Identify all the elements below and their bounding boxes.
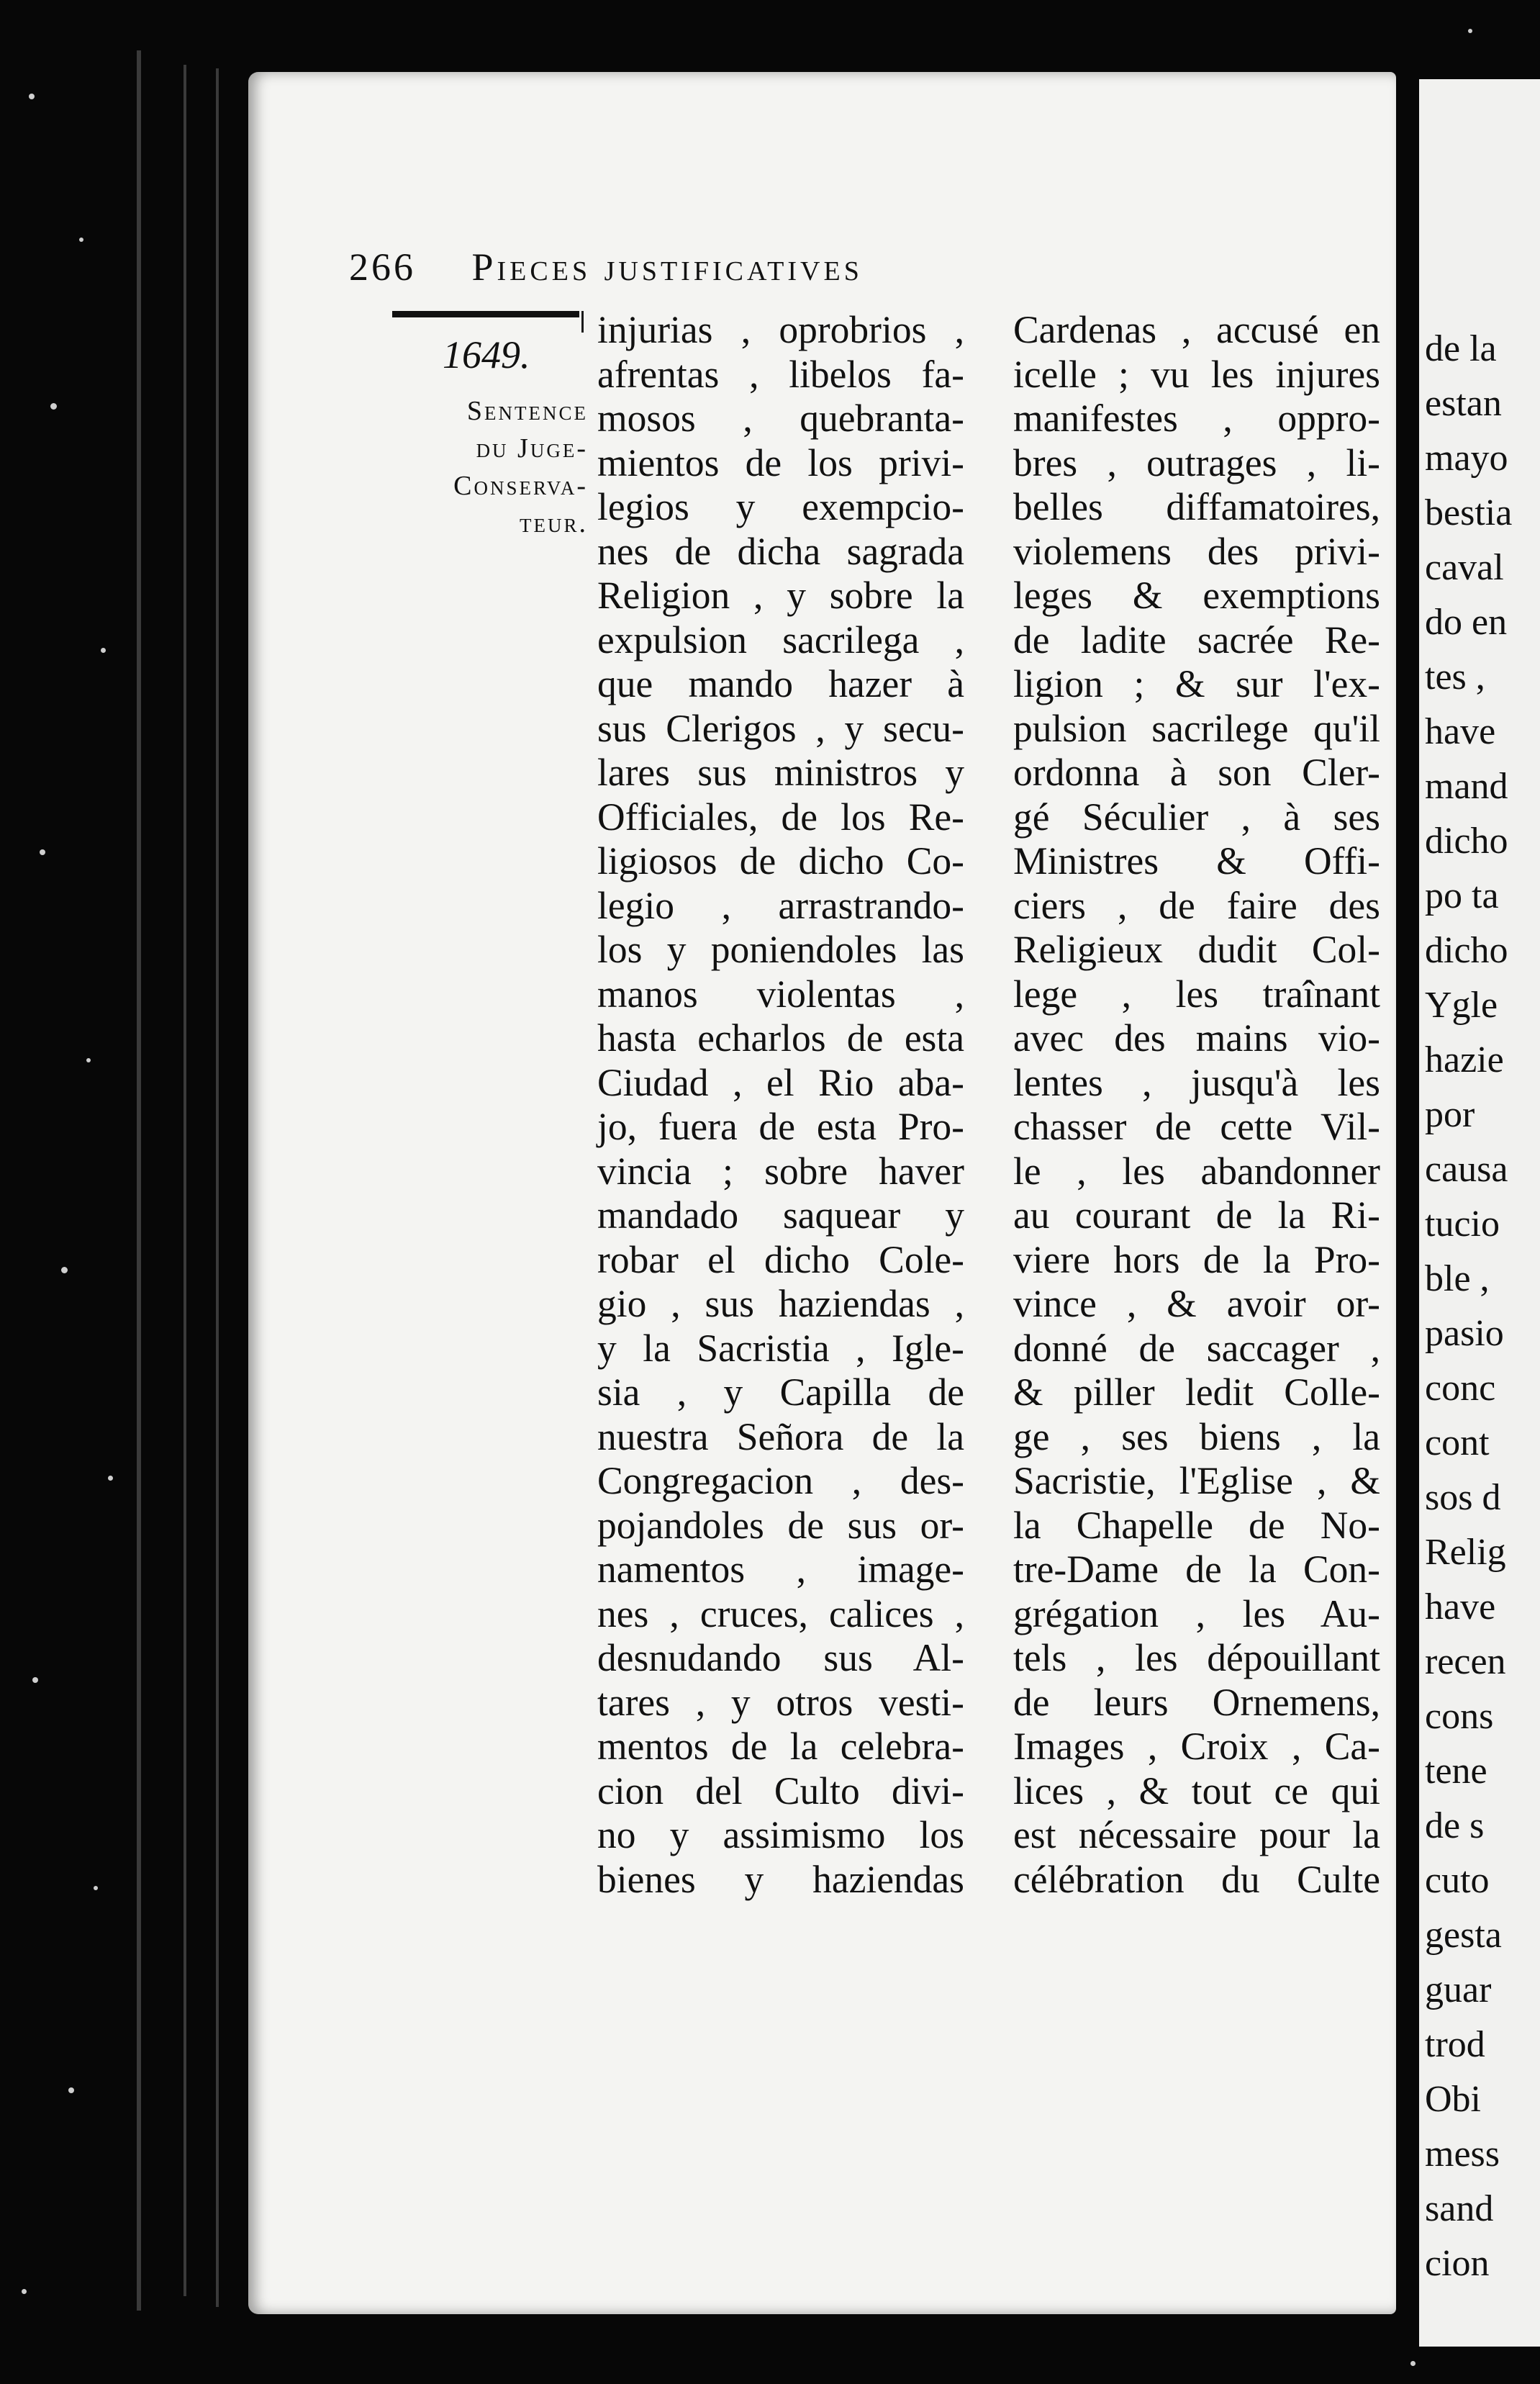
french-text-line: tre-Dame de la Con- xyxy=(1013,1548,1380,1591)
spanish-text-line: robar el dicho Cole- xyxy=(597,1237,964,1281)
next-page-line: causa xyxy=(1425,1149,1508,1190)
film-edge-line xyxy=(184,65,186,2296)
spanish-text-line: mandado saquear y xyxy=(597,1193,964,1237)
next-page-line: Relig xyxy=(1425,1532,1506,1573)
spanish-text-line: bienes y haziendas xyxy=(597,1857,964,1901)
french-text-line: de ladite sacrée Re- xyxy=(1013,618,1380,662)
spanish-text-line: legio , arrastrando- xyxy=(597,883,964,927)
spanish-text-line: manos violentas , xyxy=(597,972,964,1016)
french-text-line: la Chapelle de No- xyxy=(1013,1503,1380,1547)
spanish-text-line: cion del Culto divi- xyxy=(597,1769,964,1812)
french-text-line: pulsion sacrilege qu'il xyxy=(1013,706,1380,750)
next-page-line: tucio xyxy=(1425,1204,1500,1245)
spanish-text-line: nes de dicha sagrada xyxy=(597,529,964,573)
french-text-line: belles diffamatoires, xyxy=(1013,485,1380,528)
spanish-text-line: legios y exempcio- xyxy=(597,485,964,528)
next-page-line: hazie xyxy=(1425,1039,1504,1080)
next-page-line: Ygle xyxy=(1425,985,1498,1026)
french-text-line: le , les abandonner xyxy=(1013,1149,1380,1193)
margin-note-line: teur. xyxy=(520,508,588,538)
french-text-line: Images , Croix , Ca- xyxy=(1013,1725,1380,1768)
spanish-text-line: los y poniendoles las xyxy=(597,928,964,971)
spanish-text-line: no y assimismo los xyxy=(597,1813,964,1856)
running-title: Pieces justificatives xyxy=(471,245,863,289)
next-page-line: de s xyxy=(1425,1805,1485,1846)
spanish-text-line: namentos , image- xyxy=(597,1548,964,1591)
spanish-text-line: Congregacion , des- xyxy=(597,1459,964,1502)
french-text-line: icelle ; vu les injures xyxy=(1013,352,1380,396)
french-text-line: leges & exemptions xyxy=(1013,574,1380,617)
french-text-line: & piller ledit Colle- xyxy=(1013,1371,1380,1414)
french-text-line: Sacristie, l'Eglise , & xyxy=(1013,1459,1380,1502)
spanish-text-line: jo, fuera de esta Pro- xyxy=(597,1105,964,1148)
next-page-line: dicho xyxy=(1425,930,1508,971)
french-text-line: lentes , jusqu'à les xyxy=(1013,1060,1380,1104)
french-text-column xyxy=(1013,308,1380,1902)
french-text-line: est nécessaire pour la xyxy=(1013,1813,1380,1856)
next-page-line: tene xyxy=(1425,1751,1487,1792)
spanish-text-line: mientos de los privi- xyxy=(597,441,964,484)
next-page-line: conc xyxy=(1425,1368,1496,1409)
spanish-text-line: expulsion sacrilega , xyxy=(597,618,964,662)
french-text-line: ge , ses biens , la xyxy=(1013,1414,1380,1458)
spanish-text-line: tares , y otros vesti- xyxy=(597,1680,964,1724)
next-page-fragment xyxy=(1419,79,1540,2347)
french-text-line: de leurs Ornemens, xyxy=(1013,1680,1380,1724)
spanish-text-line: injurias , oprobrios , xyxy=(597,308,964,351)
spanish-text-line: sia , y Capilla de xyxy=(597,1371,964,1414)
next-page-line: have xyxy=(1425,711,1496,752)
next-page-line: do en xyxy=(1425,602,1508,643)
french-text-line: ciers , de faire des xyxy=(1013,883,1380,927)
running-header xyxy=(349,245,863,289)
next-page-line: estan xyxy=(1425,383,1502,424)
spanish-text-line: gio , sus haziendas , xyxy=(597,1282,964,1325)
french-text-line: bres , outrages , li- xyxy=(1013,441,1380,484)
french-text-line: ligion ; & sur l'ex- xyxy=(1013,662,1380,705)
spanish-text-line: Ciudad , el Rio aba- xyxy=(597,1060,964,1104)
french-text-line: grégation , les Au- xyxy=(1013,1591,1380,1635)
film-edge-line xyxy=(137,50,141,2311)
next-page-line: de la xyxy=(1425,328,1497,369)
spanish-text-line: afrentas , libelos fa- xyxy=(597,352,964,396)
spanish-text-column xyxy=(597,308,964,1902)
spanish-text-line: mosos , quebranta- xyxy=(597,397,964,440)
next-page-line: recen xyxy=(1425,1641,1506,1682)
french-text-line: tels , les dépouillant xyxy=(1013,1636,1380,1679)
spanish-text-line: y la Sacristia , Igle- xyxy=(597,1326,964,1370)
spanish-text-line: sus Clerigos , y secu- xyxy=(597,706,964,750)
spanish-text-line: desnudando sus Al- xyxy=(597,1636,964,1679)
french-text-line: chasser de cette Vil- xyxy=(1013,1105,1380,1148)
column-divider xyxy=(581,311,584,333)
french-text-line: manifestes , oppro- xyxy=(1013,397,1380,440)
spanish-text-line: nuestra Señora de la xyxy=(597,1414,964,1458)
french-text-line: violemens des privi- xyxy=(1013,529,1380,573)
spanish-text-line: Religion , y sobre la xyxy=(597,574,964,617)
next-page-line: tes , xyxy=(1425,656,1485,697)
spanish-text-line: mentos de la celebra- xyxy=(597,1725,964,1768)
french-text-line: avec des mains vio- xyxy=(1013,1016,1380,1060)
next-page-line: caval xyxy=(1425,547,1504,588)
french-text-line: gé Séculier , à ses xyxy=(1013,795,1380,839)
next-page-line: guar xyxy=(1425,1969,1492,2010)
next-page-line: gesta xyxy=(1425,1915,1502,1956)
french-text-line: vince , & avoir or- xyxy=(1013,1282,1380,1325)
margin-rule xyxy=(392,311,579,317)
next-page-line: bestia xyxy=(1425,492,1513,533)
spanish-text-line: ligiosos de dicho Co- xyxy=(597,839,964,882)
next-page-line: cont xyxy=(1425,1422,1490,1463)
margin-note-line: Sentence xyxy=(466,396,588,426)
page-number: 266 xyxy=(349,245,416,289)
next-page-line: mand xyxy=(1425,766,1508,807)
spanish-text-line: hasta echarlos de esta xyxy=(597,1016,964,1060)
french-text-line: donné de saccager , xyxy=(1013,1326,1380,1370)
next-page-line: por xyxy=(1425,1094,1475,1135)
next-page-line: Obi xyxy=(1425,2079,1481,2120)
french-text-line: Religieux dudit Col- xyxy=(1013,928,1380,971)
next-page-line: ble , xyxy=(1425,1258,1490,1299)
spanish-text-line: lares sus ministros y xyxy=(597,751,964,794)
margin-note xyxy=(399,392,588,542)
spanish-text-line: pojandoles de sus or- xyxy=(597,1503,964,1547)
next-page-line: pasio xyxy=(1425,1313,1504,1354)
french-text-line: Ministres & Offi- xyxy=(1013,839,1380,882)
next-page-line: cion xyxy=(1425,2243,1490,2284)
french-text-line: ordonna à son Cler- xyxy=(1013,751,1380,794)
next-page-line: mayo xyxy=(1425,438,1508,479)
spanish-text-line: Officiales, de los Re- xyxy=(597,795,964,839)
spanish-text-line: que mando hazer à xyxy=(597,662,964,705)
next-page-line: dicho xyxy=(1425,821,1508,862)
french-text-line: lices , & tout ce qui xyxy=(1013,1769,1380,1812)
margin-note-line: Conserva- xyxy=(453,471,588,501)
next-page-line: sos d xyxy=(1425,1477,1501,1518)
french-text-line: lege , les traînant xyxy=(1013,972,1380,1016)
french-text-line: viere hors de la Pro- xyxy=(1013,1237,1380,1281)
next-page-line: sand xyxy=(1425,2188,1494,2229)
next-page-line: cons xyxy=(1425,1696,1494,1737)
french-text-line: célébration du Culte xyxy=(1013,1857,1380,1901)
next-page-line: cuto xyxy=(1425,1860,1490,1901)
french-text-line: au courant de la Ri- xyxy=(1013,1193,1380,1237)
french-text-line: Cardenas , accusé en xyxy=(1013,308,1380,351)
next-page-line: have xyxy=(1425,1586,1496,1627)
spanish-text-line: vincia ; sobre haver xyxy=(597,1149,964,1193)
next-page-line: trod xyxy=(1425,2024,1485,2065)
next-page-line: mess xyxy=(1425,2134,1500,2175)
film-edge-line xyxy=(216,68,219,2307)
next-page-line: po ta xyxy=(1425,875,1499,916)
spanish-text-line: nes , cruces, calices , xyxy=(597,1591,964,1635)
margin-year: 1649. xyxy=(443,333,530,376)
margin-note-line: du Juge- xyxy=(476,433,588,464)
